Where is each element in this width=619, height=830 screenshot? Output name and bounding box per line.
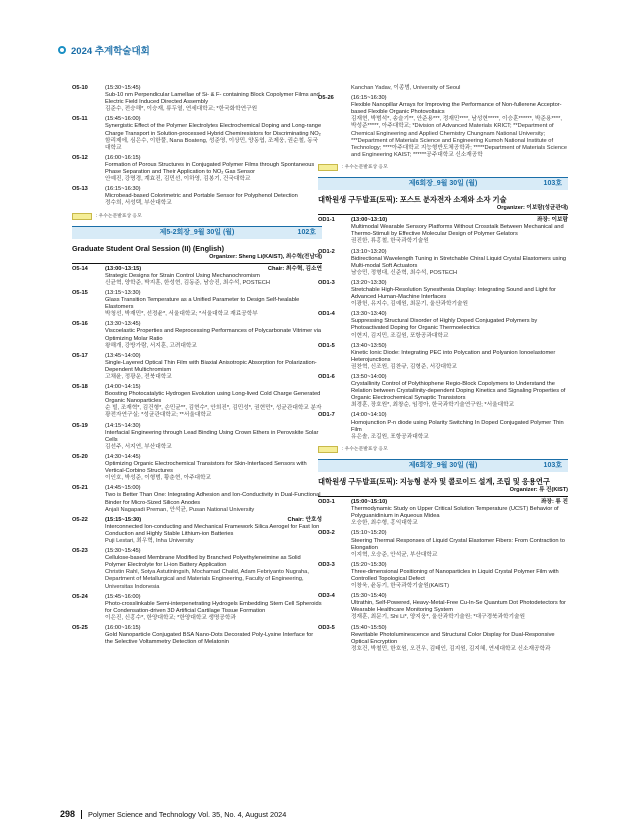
entry-authors: 박청선, 박재민*, 선정윤*, 서울대학교; *서울대학교 재료공학부: [105, 311, 258, 318]
award-legend: [318, 164, 568, 171]
entry-code: OD3-2: [318, 530, 335, 537]
entry-body: [105, 454, 322, 482]
entry-code: O5-11: [72, 116, 88, 123]
session-organizer: Organizer: 류 진(KIST): [509, 486, 568, 493]
award-legend-label: : 우수논문발표상 응모: [342, 164, 388, 170]
continued-authors: Kanchan Yadav, 이종범, University of Seoul: [351, 85, 461, 91]
entry-authors: 이지혁, 오승준, 안석균, 부산대학교: [351, 551, 438, 558]
entry-authors: 정재훈, 최문기, Shi Li*, 양지웅*, 울산과학기술원; *대구경북과학기술원: [351, 614, 526, 621]
award-legend-swatch: [318, 164, 338, 171]
entry-authors: 이은진, 신홍수*, 한양대학교; *한양대학교 생명공학과: [105, 614, 236, 621]
entry-time: (15:10~15:20): [351, 530, 387, 537]
entry-time: (16:00~16:15): [105, 625, 141, 631]
session-bar: [318, 177, 568, 190]
session-entries: [318, 499, 568, 653]
entry-body: [351, 530, 568, 558]
entry-body: [351, 593, 568, 621]
entry-time: (13:50~14:00): [351, 374, 387, 380]
entry-authors: 김재현, 박범석*, 송슬기**, 안준용***, 정재민****, 남성현*****, 이승훈******, 박준용****, 박성준*****, 아주대학교; *Division of Advanced Materials KRICT; **Department of Chemical Engineering and Applied Chemistry Chungnam National University; ***Department of Materials Science and Engineering Kumoh National Institute of Technology; ****아주대학교 지능형반도체공학과; *****Department of Materials Science and Engineering KAIST; ******공주대학교 신소재공학: [351, 116, 568, 158]
entry-title: Cellulose-based Membrane Modified by Branched Polyethyleneimine as Solid Polymer Electrolyte for Li-ion Battery Application: [105, 555, 301, 569]
program-entry: [318, 217, 568, 245]
entry-chair: Chair: 최수혁, 김소연: [267, 265, 322, 272]
entry-code: O5-12: [72, 154, 88, 161]
program-entry: [72, 625, 322, 646]
entry-code: O5-10: [72, 85, 88, 91]
entry-body: [351, 412, 568, 440]
program-entry: [72, 548, 322, 591]
entry-time: (15:15~15:30): [105, 516, 142, 523]
entry-body: [105, 290, 322, 318]
session-rule: [318, 214, 568, 215]
entry-authors: 권찬혁, 신조원, 김찬규, 김형준, 서강대학교: [351, 363, 458, 370]
entry-time: (13:00~13:15): [105, 265, 142, 272]
entry-body: [351, 343, 568, 371]
entry-authors: 김준수, 전승해*, 이승재, 류두열, 연세대학교; *한국화학연구원: [105, 106, 258, 113]
program-entry: [72, 85, 322, 113]
entry-time: (15:30~15:40): [351, 593, 387, 600]
entry-authors: 정호건, 박철민, 한호원, 오건우, 김태인, 김지원, 김지혜, 연세대학교 신소재공학과: [351, 645, 551, 652]
award-legend-swatch: [72, 213, 92, 220]
program-entry: [72, 186, 322, 207]
entry-title: Rewritable Photoluminescence and Structural Color Display for Dual-Responsive Optical Encryption: [351, 631, 555, 645]
entry-body: [351, 280, 568, 308]
program-entry: [318, 343, 568, 371]
session-bar-title: 제5-2회장_9월 30일 (월): [159, 229, 235, 237]
entry-title: Strategic Designs for Strain Control Using Mechanochromism: [105, 272, 260, 279]
entry-time-row: [105, 266, 322, 273]
entry-body: [105, 353, 322, 381]
program-entry: [318, 280, 568, 308]
entry-time-row: [351, 217, 568, 224]
entry-title: Homojunction P-n diode using Polarity Switching In Doped Conjugated Polymer Thin Film: [351, 419, 564, 433]
entry-authors: Christin Rahl, Sotya Astutiningsih, Mochamad Chalid, Adam Febriyanto Nugraha, Department of Metallurgical and Materials Engineering, Faculty of Engineering, Universitas Indonesia: [105, 569, 309, 590]
entry-body: [351, 499, 568, 527]
program-entry: [72, 155, 322, 183]
page-header-title: 2024 추계학술대회: [71, 46, 150, 57]
entry-body: [105, 186, 322, 207]
award-legend: [72, 213, 322, 220]
entry-title: Single-Layered Optical Thin Film with Biaxial Anisotropic Absorption for Polarization-Dependent Multichromism: [105, 359, 317, 373]
page-footer: [60, 809, 286, 819]
program-entry: [72, 384, 322, 419]
entry-title: Suppressing Structural Disorder of Highly Doped Conjugated Polymers by Photoactivated Doping for Organic Thermoelectrics: [351, 318, 538, 332]
entry-title: Viscoelastic Properties and Reprocessing Performances of Polycarbonate Vitrimer via Optimizing Molar Ratio: [105, 328, 322, 342]
session-entries: [72, 266, 322, 647]
entry-body: [351, 625, 568, 653]
left-column: [72, 85, 322, 649]
entry-authors: 이광헌, 유지수, 김예원, 최문기, 울산과학기술원: [351, 301, 469, 308]
entry-time: (15:30~15:45): [105, 548, 141, 555]
award-legend-label: : 우수논문발표상 응모: [342, 446, 388, 452]
session-bar: [72, 226, 322, 239]
entry-code: OD1-2: [318, 248, 335, 255]
entry-title: Crystallinity Control of Polythiophene Regio-Block Copolymers to Understand the Relation between Crystallinity-dependent Doping Kinetics and Signaling Properties of Organic Electrochemical Synaptic Transistors: [351, 381, 566, 402]
entry-title: Interconnected Ion-conducting and Mechanical Framework Silica Aerogel for Fast Ion Conduction and Highly Stable Lithium-ion Batteries: [105, 523, 320, 537]
entry-time: (15:30~15:45): [105, 85, 141, 91]
entry-time: (13:30~13:40): [351, 311, 387, 318]
entry-time: (13:20~13:30): [351, 279, 387, 286]
entry-code: O5-22: [72, 516, 88, 523]
session-bar-title: 제6회장_9월 30일 (월): [408, 462, 478, 470]
entry-time: (15:00~15:10): [351, 499, 388, 506]
session-name: Graduate Student Oral Session (II) (English): [72, 243, 225, 253]
entry-body: [105, 266, 322, 287]
entry-authors: 최경훈, 장호원*, 최창순, 임정아, 한국과학기술연구원; *서울대학교: [351, 402, 515, 409]
entry-authors: 신균혁, 양학준, 박지훈, 한성현, 김동준, 남승진, 최수석, POSTECH: [105, 279, 270, 286]
left-top-entries: [72, 85, 322, 208]
award-legend-swatch: [318, 446, 338, 453]
entry-chair: 좌장: 이보람: [537, 217, 568, 224]
entry-code: OD1-7: [318, 412, 335, 419]
program-entry: [318, 374, 568, 409]
entry-body: [351, 311, 568, 339]
entry-authors: 권진한, 류홍철, 한국과학기술원: [351, 238, 429, 245]
entry-time-row: [105, 517, 322, 524]
award-legend-label: : 우수논문발표상 응모: [96, 213, 142, 219]
entry-code: O5-23: [72, 548, 88, 555]
continued-entry: [318, 85, 568, 92]
entry-authors: 고채윤, 정광운, 전북대학교: [105, 374, 172, 380]
entry-time: (16:00~16:15): [105, 154, 141, 161]
entry-title: Synergistic Effect of the Polymer Electrolytes Electrochemical Doping and Long-range Charge Transport in Solution-processed Hybrid Chemiresistors for Discriminating NO₂: [105, 123, 322, 137]
entry-body: [351, 562, 568, 590]
session-organizer: Organizer: 이보람(성균관대): [496, 205, 568, 212]
entry-code: O5-24: [72, 593, 88, 600]
entry-code: O5-26: [318, 95, 334, 102]
session-bar-title: 제6회장_9월 30일 (월): [408, 180, 478, 188]
entry-body: [105, 625, 322, 646]
entry-code: O5-15: [72, 289, 88, 296]
program-entry: [318, 249, 568, 277]
award-legend: [318, 446, 568, 453]
entry-title: Ultrathin, Self-Powered, Heavy-Metal-Free Cu-In-Se Quantum Dot Photodetectors for Wearable Healthcare Monitoring System: [351, 600, 566, 614]
program-entry: [318, 499, 568, 527]
session-name: 대학원생 구두발표(토픽): 포스트 분자전자 소재와 소자 기술: [318, 195, 507, 205]
entry-chair: 좌장: 류 진: [540, 499, 568, 506]
entry-time: (15:40~15:50): [351, 624, 387, 631]
entry-body: [105, 85, 322, 113]
entry-title: Three-dimensional Positioning of Nanoparticles in Liquid Crystal Polymer Film with Controlled Topological Defect: [351, 568, 559, 582]
entry-title: Sub-10 nm Perpendicular Lamellae of Si- & F- containing Block Copolymer Films and Electric Field Induced Directed Assembly: [105, 92, 320, 106]
right-column: [318, 85, 568, 656]
program-entry: [72, 423, 322, 451]
entry-title: Flexible Nanopillar Arrays for Improving the Performance of Non-fullerene Acceptor-based Flexible Organic Photovoltaics: [351, 102, 562, 116]
entry-title: Steering Thermal Responses of Liquid Crystal Elastomer Fibers: From Contraction to Elongation: [351, 537, 565, 551]
entry-authors: 정수희, 서성택, 부산대학교: [105, 200, 172, 207]
program-entry: [72, 517, 322, 545]
entry-authors: 이현지, 김지민, 조길원, 포항공과대학교: [351, 332, 449, 339]
page-header: [58, 43, 150, 57]
entry-body: [105, 384, 322, 419]
entry-authors: 김선주, 서지연, 부산대학교: [105, 443, 172, 450]
entry-title: Stretchable High-Resolution Synesthesia Display: Integrating Sound and Light for Advanced Human-Machine Interfaces: [351, 286, 556, 301]
entry-time: (14:15~14:30): [105, 422, 141, 429]
program-entry: [318, 625, 568, 653]
circle-bullet-icon: [58, 46, 66, 54]
entry-time: (16:15~16:30): [105, 186, 141, 193]
program-entry: [318, 95, 568, 159]
entry-title: Photo-crosslinkable Semi-interpenetrating Hydrogels Embedding Stem Cell Spheroids for Condensation-driven 3D Artificial Cartilage Tissue Formation: [105, 600, 322, 614]
entry-code: O5-13: [72, 186, 88, 193]
entry-time-row: [351, 499, 568, 506]
session-bar-room: 102호: [297, 229, 316, 237]
entry-title: Boosting Photocatalytic Hydrogen Evolution using Long-lived Cold Charge Generated Organic Nanoparticles: [105, 391, 321, 405]
entry-title: Optimizing Organic Electrochemical Transistors for Skin-Interfaced Sensors with Vertical-Corbino Structures: [105, 461, 307, 475]
program-entry: [72, 485, 322, 513]
entry-body: [351, 217, 568, 245]
entry-authors: 이창욱, 윤동기, 한국과학기술원(KAIST): [351, 583, 449, 590]
entry-code: O5-14: [72, 265, 88, 272]
entry-authors: 남승민, 정형대, 신준혁, 최수석, POSTECH: [351, 269, 458, 276]
entry-code: OD1-1: [318, 217, 335, 224]
entry-authors: 순 빌, 조재혁*, 김건형*, 손민균**, 김현수*, 안희진*, 김민성*, 권현민*, 성균관대학교 분자광전자연구실; *성균관대학교; **서울대학교: [105, 405, 322, 419]
entry-body: [105, 116, 322, 151]
entry-title: Bidirectional Wavelength Tuning in Stretchable Chiral Liquid Crystal Elastomers using Multi-modal Soft Actuators: [351, 255, 567, 269]
program-entry: [72, 353, 322, 381]
entry-code: OD3-3: [318, 561, 335, 568]
entry-time: (14:45~15:00): [105, 485, 141, 492]
entry-title: Microbead-based Colorimetric and Portable Sensor for Polyphenol Detection: [105, 193, 298, 200]
entry-code: O5-25: [72, 625, 88, 631]
entry-time: (13:00~13:10): [351, 217, 388, 224]
page-number: 298: [60, 809, 76, 819]
session-bar-room: 103호: [543, 462, 562, 470]
entry-code: OD1-5: [318, 342, 335, 349]
program-entry: [318, 530, 568, 558]
program-entry: [72, 290, 322, 318]
entry-code: OD3-4: [318, 593, 335, 600]
entry-title: Thermodynamic Study on Upper Critical Solution Temperature (UCST) Behavior of Polyguanidinium in Aqueous Midea: [351, 506, 559, 520]
entry-code: O5-17: [72, 352, 88, 359]
entry-authors: Anjali Nagapadi Preman, 안석균, Pusan National University: [105, 506, 255, 513]
entry-code: OD1-3: [318, 279, 335, 286]
entry-time: (13:10~13:20): [351, 248, 387, 255]
entry-body: [351, 374, 568, 409]
program-entry: [72, 454, 322, 482]
entry-body: [351, 249, 568, 277]
entry-time: (16:15~16:30): [351, 95, 387, 102]
program-entry: [72, 266, 322, 287]
footer-divider: [81, 810, 82, 819]
entry-body: [105, 423, 322, 451]
entry-time: (13:45~14:00): [105, 352, 141, 359]
session-rule: [72, 263, 322, 264]
entry-code: OD3-1: [318, 499, 335, 506]
entry-code: OD1-6: [318, 374, 335, 380]
entry-time: (15:45~16:00): [105, 593, 141, 600]
entry-authors: 이인호, 박성준, 이형범, 황춘현, 아주대학교: [105, 475, 212, 482]
entry-code: OD3-5: [318, 624, 335, 631]
entry-code: OD1-4: [318, 311, 335, 318]
entry-body: [105, 548, 322, 591]
entry-title: Multimodal Wearable Sensory Platforms Without Crosstalk Between Mechanical and Thermo-Stimuli by Effective Molecular Design of Polymer Gelators: [351, 224, 564, 238]
entry-title: Glass Transition Temperature as a Unified Parameter to Design Self-healable Elastomers: [105, 297, 300, 311]
journal-citation: Polymer Science and Technology Vol. 35, No. 4, August 2024: [88, 809, 287, 819]
entry-title: Kinetic Ionic Diode: Integrating PEC into Polycation and Polyanion Ionoelastomer Heterojunctions: [351, 349, 556, 363]
entry-code: O5-18: [72, 384, 88, 391]
session-rule: [318, 496, 568, 497]
entry-authors: 유은솔, 조길원, 포항공과대학교: [351, 433, 429, 440]
entry-title: Formation of Porous Structures in Conjugated Polymer Films through Spontaneous Phase Separation and Their Application to NO₂ Gas Sensor: [105, 161, 315, 176]
entry-body: [105, 155, 322, 183]
entry-chair: Chair: 안호성: [287, 516, 322, 523]
entry-code: O5-19: [72, 422, 88, 429]
entry-authors: 오승한, 최수형, 홍익대학교: [351, 520, 418, 527]
entry-title: Interfacial Engineering through Lead Binding Using Crown Ethers in Perovskite Solar Cells: [105, 429, 319, 443]
entry-code: O5-20: [72, 453, 88, 460]
program-entry: [72, 321, 322, 349]
entry-code: O5-21: [72, 485, 88, 492]
entry-body: [105, 485, 322, 513]
entry-time: (13:40~13:50): [351, 342, 387, 349]
entry-body: [105, 594, 322, 622]
entry-time: (14:30~14:45): [105, 453, 141, 460]
session-bar: [318, 459, 568, 472]
program-entry: [318, 562, 568, 590]
entry-time: (13:15~13:30): [105, 289, 141, 296]
session-entries: [318, 217, 568, 441]
entry-title: Two is Better Than One: Integrating Adhesion and Ion-Conductivity in Dual-Functional Binder for Micro-Sized Silicon Anodes: [105, 492, 321, 506]
entry-authors: 왕해개, 강방가람, 서지훈, 고려대학교: [105, 342, 197, 349]
program-entry: [72, 594, 322, 622]
program-entry: [318, 412, 568, 440]
session-organizer: Organizer: Sheng Li(KAIST), 최수혁(전남대): [209, 253, 322, 260]
entry-code: O5-16: [72, 321, 88, 328]
program-entry: [72, 116, 322, 151]
entry-time: (15:20~15:30): [351, 561, 387, 568]
entry-authors: 함리제에, 심은수, 이한풀, Nana Boateng, 성준영, 이상민, 양동엽, 조제웅, 권순철, 동국대학교: [105, 137, 319, 151]
entry-time: (14:00~14:10): [351, 412, 387, 419]
program-entry: [318, 311, 568, 339]
session-bar-room: 103호: [543, 180, 562, 188]
entry-time: (13:30~13:45): [105, 321, 141, 328]
entry-time: (15:45~16:00): [105, 116, 141, 123]
entry-title: Gold Nanoparticle Conjugated BSA Nano-Dots Decorated Poly-Lysine Interface for the Selective Voltammetry Detection of Melatonin: [105, 632, 314, 646]
entry-authors: 안예진, 강명경, 계효진, 김민선, 이하영, 김봉기, 건국대학교: [105, 176, 251, 183]
entry-body: [105, 321, 322, 349]
entry-body: [105, 517, 322, 545]
program-entry: [318, 593, 568, 621]
session-name: 대학원생 구두발표(토픽): 지능형 분자 및 콜로이드 설계, 조립 및 응용연구: [318, 476, 550, 486]
entry-time: (14:00~14:15): [105, 384, 141, 391]
entry-authors: Puji Lestari, 최우혁, Inha University: [105, 537, 194, 544]
